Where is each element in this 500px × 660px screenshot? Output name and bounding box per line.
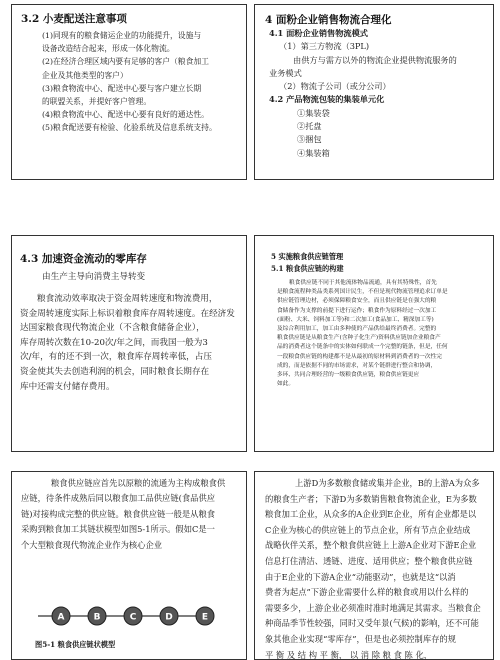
slide-title: 3.2 小麦配送注意事项 <box>21 13 127 25</box>
text-line: 由供方与需方以外的物流企业提供物流服务的 <box>293 54 457 65</box>
text-line: 信息打住清洁、透链、进度、适用供应；整个粮食供应链 <box>265 555 473 566</box>
text-line: 粮食加工企业，从众多的A企业到E企业，所有企业都是以 <box>265 509 477 520</box>
slide-supply-chain-detail <box>254 471 494 660</box>
text-line: 资金使其失去创造利润的机会，同时粮食长期存在 <box>20 366 210 377</box>
slide-zero-inventory <box>11 235 247 452</box>
list-item: ①集装袋 <box>297 107 330 118</box>
text-line: 成的，而是依据不同的市场需求，对某个链群进行整合和协调， <box>277 362 437 369</box>
slide-wheat-delivery-notes <box>11 4 247 180</box>
text-line: 次/年，有的还不到一次，粮食库存周转率低，占压 <box>20 352 212 363</box>
text-line: 粮食供应链是从粮食生产(含种子化生产)资料供应链加企业粮食产 <box>277 335 441 342</box>
slide-body <box>20 292 235 394</box>
text-line: 粮食供应链不同于其他流体物品流通，具有其特殊性，首先 <box>289 280 437 286</box>
slide-title: 4 面粉企业销售物流合理化 <box>265 14 392 26</box>
text-line: 是粮食流程种类品类系列国计民生，不但是现代物流管理追求订单是 <box>277 289 448 296</box>
chain-node-label: C <box>129 612 137 623</box>
text-line: 需要多少，上游企业必须准时准时地满足其需求。当粮食企 <box>265 602 481 613</box>
chain-node-label: D <box>165 612 173 623</box>
text-line: C企业为核心的供应链上的节点企业，所有节点企业结成 <box>265 524 471 535</box>
section-heading: 4.1 面粉企业销售物流模式 <box>269 28 368 38</box>
slide-title: 5 实施粮食供应链管理 <box>271 252 344 261</box>
slide-supply-chain-model <box>11 471 247 660</box>
section-heading: 5.1 粮食供应链的构建 <box>271 264 344 273</box>
supply-chain-diagram <box>12 472 247 660</box>
text-line: 采购到粮食加工其链状模型如图5-1所示。假如C是一 <box>21 524 215 535</box>
text-line: 如此。 <box>277 381 295 388</box>
text-line: 的联盟关系，并提好客户管理。 <box>42 97 152 107</box>
text-line: 多环、共同合理经营的一级粮食供应链，粮食供应链更应 <box>277 372 420 379</box>
chain-node-label: E <box>201 612 209 623</box>
text-line: 食储备作为支撑的前提下进行运作；粮食作为原料经过一次加工 <box>277 307 437 314</box>
list-item: （2）物流子公司（或分公司） <box>279 81 391 92</box>
text-line: 业务模式 <box>269 67 302 78</box>
text-line: 种商品季节性较强，同时又受年景(气候)的影响，还不可能 <box>265 618 479 629</box>
list-item: ③捆包 <box>297 134 322 145</box>
text-line: 个大型粮食现代物流企业作为核心企业 <box>21 539 163 550</box>
list-item: ④集装箱 <box>297 147 330 158</box>
figure-caption: 图5-1 粮食供应链状模型 <box>35 640 116 649</box>
text-line: 品的消费者这个链条中的实体如何联成一个完整的链条，但是，任何 <box>277 344 448 351</box>
text-line: 链)对接构成完整的供应链。粮食供应链一般是从粮食 <box>21 508 216 519</box>
text-line: (4)粮食物流中心、配送中心要有良好的通达性。 <box>42 110 209 120</box>
text-line: 由于E企业的下游A企业“动能驱动”，也就是这“以消 <box>265 571 456 582</box>
text-line: 平 衡 及 结 构 平 衡， 以 消 除 粮 食 陈 化， <box>265 649 433 660</box>
section-heading: 4.2 产品物流包装的集装单元化 <box>269 94 385 105</box>
text-line: (2)在经济合理区域内要有足够的客户（粮食加工 <box>42 57 209 67</box>
chain-node-label: A <box>57 612 65 623</box>
text-line: 库存周转次数在10-20次/年之间，而我国一般为3 <box>20 337 208 348</box>
text-line: 上游D为多数粮食储或集并企业，B的上游A为众多 <box>295 478 480 488</box>
chain-node-label: B <box>93 612 101 623</box>
text-line: 资金周转速度实际上标识着粮食库存周转速度。在经济发 <box>20 308 235 319</box>
list-item: （1）第三方物流（3PL) <box>279 41 370 52</box>
text-line: 应链，待条件成熟后同以粮食加工品供应链(食品供应 <box>21 493 216 504</box>
text-line: 库中还需支付储存费用。 <box>20 381 115 392</box>
text-line: (面粉、大米、饲料加工等)和二次加工(食品加工、精深加工等) <box>277 316 434 323</box>
text-line: 战略伙伴关系，整个粮食供应链上上游A企业对下游E企业 <box>265 540 477 551</box>
slide-body <box>265 476 481 660</box>
list-item: ②托盘 <box>297 121 322 132</box>
slide-flour-logistics <box>254 4 494 180</box>
text-line: 一段粮食供应链的构建都不是从最初的原材料到消费者的一次性完 <box>277 353 442 360</box>
slide-body <box>269 27 457 160</box>
slide-subheading: 由生产主导向消费主导转变 <box>42 272 146 282</box>
slide-title: 4.3 加速资金流动的零库存 <box>20 253 147 265</box>
text-line: (1)同现有的粮食储运企业的功能提升，设施与 <box>42 31 202 40</box>
text-line: 的粮食生产者；下游D为多数销售粮食物流企业，E为多数 <box>265 493 477 504</box>
text-line: 象其他企业实现“零库存”，但是也必须控制库存的规 <box>265 633 457 644</box>
text-line: 设备改造结合起来，形成一体化物流。 <box>42 44 175 54</box>
text-line: 企业及其他类型的客户） <box>42 70 128 80</box>
text-line: (5)粮食配送要有检验、化验系统及信息系统支持。 <box>42 123 217 133</box>
slide-body <box>277 279 448 389</box>
text-line: 及综合利用加工，加工由多种使的产品供给最终消费者。完整的 <box>277 326 437 333</box>
text-line: 粮食供应链应首先以原粮的流通为主构成粮食供 <box>51 478 226 488</box>
text-line: 粮食流动效率取决于资金周转速度和物流费用， <box>37 294 218 304</box>
text-line: 费者为起点”下游企业需要什么样的粮食或用以什么样的 <box>265 587 469 598</box>
slide-supply-chain-management <box>254 235 494 452</box>
slide-body <box>42 29 217 135</box>
text-line: 达国家粮食现代物流企业（不含粮食储备企业）， <box>20 323 205 334</box>
text-line: 供应链管理边材，必须保障粮食安全，而且供应链是在强大的粮 <box>277 298 437 305</box>
text-line: (3)粮食物流中心、配送中心要与客户建立长期 <box>42 83 202 93</box>
